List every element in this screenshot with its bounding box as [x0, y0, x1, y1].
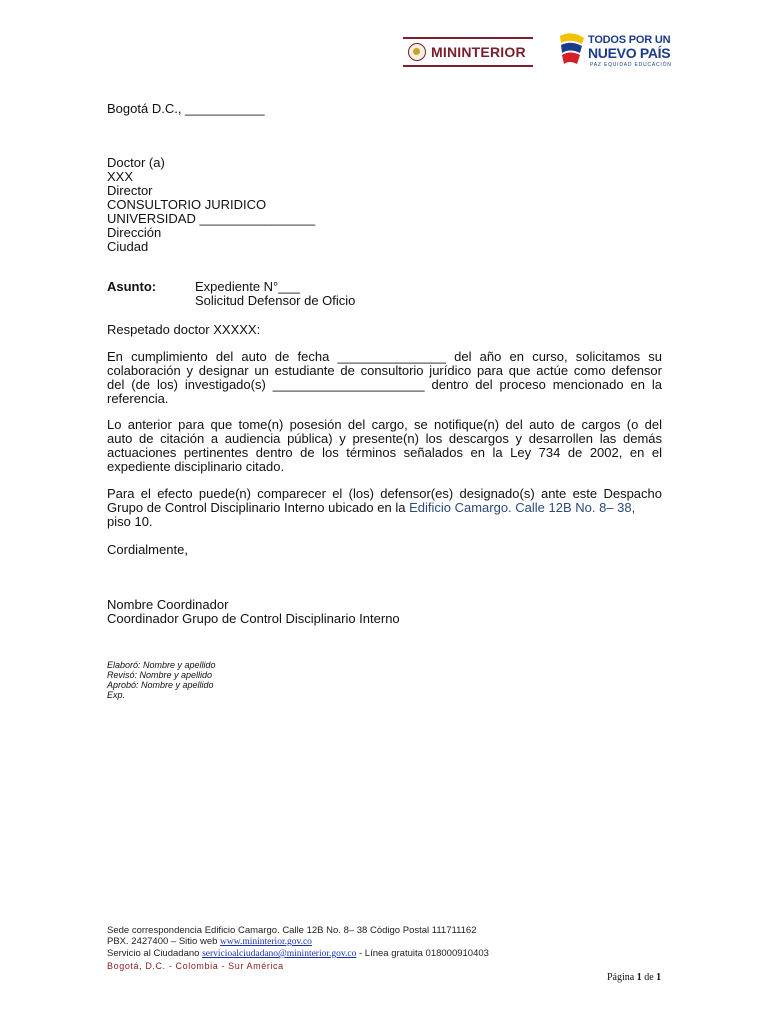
recipient-block: [107, 156, 315, 254]
credit-line: Revisó: Nombre y apellido: [107, 670, 213, 680]
paragraph-line: referencia.: [107, 391, 169, 406]
salutation: Respetado doctor XXXXX:: [107, 322, 261, 337]
paragraph-line: En cumplimiento del auto de fecha _______________ del año en curso, solicitamos su: [107, 349, 662, 364]
page-prefix: Página: [607, 972, 637, 983]
paragraph-line: colaboración y designar un estudiante de consultorio jurídico para que actúe como defensor: [107, 363, 662, 378]
paragraph-line: del (de los) investigado(s) _____________________ dentro del proceso mencionado en la: [107, 377, 662, 392]
paragraph-text: Grupo de Control Disciplinario Interno ubicado en la: [107, 500, 410, 515]
email-link[interactable]: servicioalciudadano@mininterior.gov.co: [202, 949, 357, 959]
signature-name: Nombre Coordinador: [107, 597, 229, 612]
recipient-line: CONSULTORIO JURIDICO: [107, 197, 267, 212]
footer-city: Bogotá, D.C. - Colombia - Sur América: [107, 961, 284, 971]
paragraph-1: [107, 350, 662, 406]
footer-service-text: Servicio al Ciudadano: [107, 948, 203, 959]
recipient-line: Ciudad: [107, 239, 149, 254]
address-link-text: Edificio Camargo. Calle 12B No. 8– 38,: [409, 500, 636, 515]
recipient-line: Dirección: [107, 225, 162, 240]
recipient-line: UNIVERSIDAD ________________: [107, 211, 316, 226]
footer-service-line: [107, 948, 489, 960]
footer-phone-line: [107, 936, 489, 948]
credit-line: Exp.: [107, 690, 126, 700]
footer-phone-text: PBX. 2427400 – Sitio web: [107, 936, 221, 947]
subject-line-2: Solicitud Defensor de Oficio: [195, 293, 356, 308]
footer-address: Sede correspondencia Edificio Camargo. Calle 12B No. 8– 38 Código Postal 111711162: [107, 925, 477, 936]
slogan-line-2: NUEVO PAÍS: [588, 45, 671, 61]
page-mid: de: [641, 972, 657, 983]
page-current: 1: [636, 972, 642, 983]
flag-swoosh-icon: [556, 28, 588, 72]
slogan-line-1: TODOS POR UN: [588, 34, 671, 46]
paragraph-line: Lo anterior para que tome(n) posesión del cargo, se notifique(n) del auto de cargos (o del: [107, 417, 662, 432]
paragraph-line: Para el efecto puede(n) comparecer el (los) defensor(es) designado(s) ante este Despacho: [107, 486, 662, 501]
slogan-line-3: PAZ EQUIDAD EDUCACIÓN: [590, 62, 672, 68]
footer-hotline-text: - Línea gratuita 018000910403: [356, 948, 489, 959]
signature-title: Coordinador Grupo de Control Disciplinario Interno: [107, 611, 400, 626]
recipient-line: Doctor (a): [107, 155, 165, 170]
mininterior-logo-text: MININTERIOR: [431, 44, 526, 60]
coat-of-arms-icon: [408, 43, 426, 61]
credit-line: Elaboró: Nombre y apellido: [107, 660, 216, 670]
paragraph-line: [107, 501, 662, 515]
credit-line: Aprobó: Nombre y apellido: [107, 680, 214, 690]
paragraph-line: auto de citación a audiencia pública) y presente(n) los descargos y desarrollen las demás: [107, 431, 662, 446]
recipient-line: XXX: [107, 169, 134, 184]
subject-label: Asunto:: [107, 279, 157, 294]
subject-line-1: Expediente N°___: [195, 279, 300, 294]
mininterior-logo: [403, 37, 533, 67]
todos-por-un-nuevo-pais-logo: [556, 28, 696, 72]
page-number: [607, 972, 661, 983]
paragraph-line: actuaciones pertinentes dentro de los términos señalados en la Ley 734 de 2002, en el: [107, 445, 662, 460]
recipient-line: Director: [107, 183, 153, 198]
paragraph-3: [107, 487, 662, 529]
paragraph-2: [107, 418, 662, 474]
paragraph-line: piso 10.: [107, 514, 153, 529]
website-link[interactable]: www.mininterior.gov.co: [220, 937, 312, 947]
paragraph-line: expediente disciplinario citado.: [107, 459, 285, 474]
closing: Cordialmente,: [107, 542, 188, 557]
footer: [107, 925, 489, 971]
page-total: 1: [656, 972, 662, 983]
date-line: Bogotá D.C., ___________: [107, 101, 265, 116]
credits-block: [107, 660, 216, 700]
